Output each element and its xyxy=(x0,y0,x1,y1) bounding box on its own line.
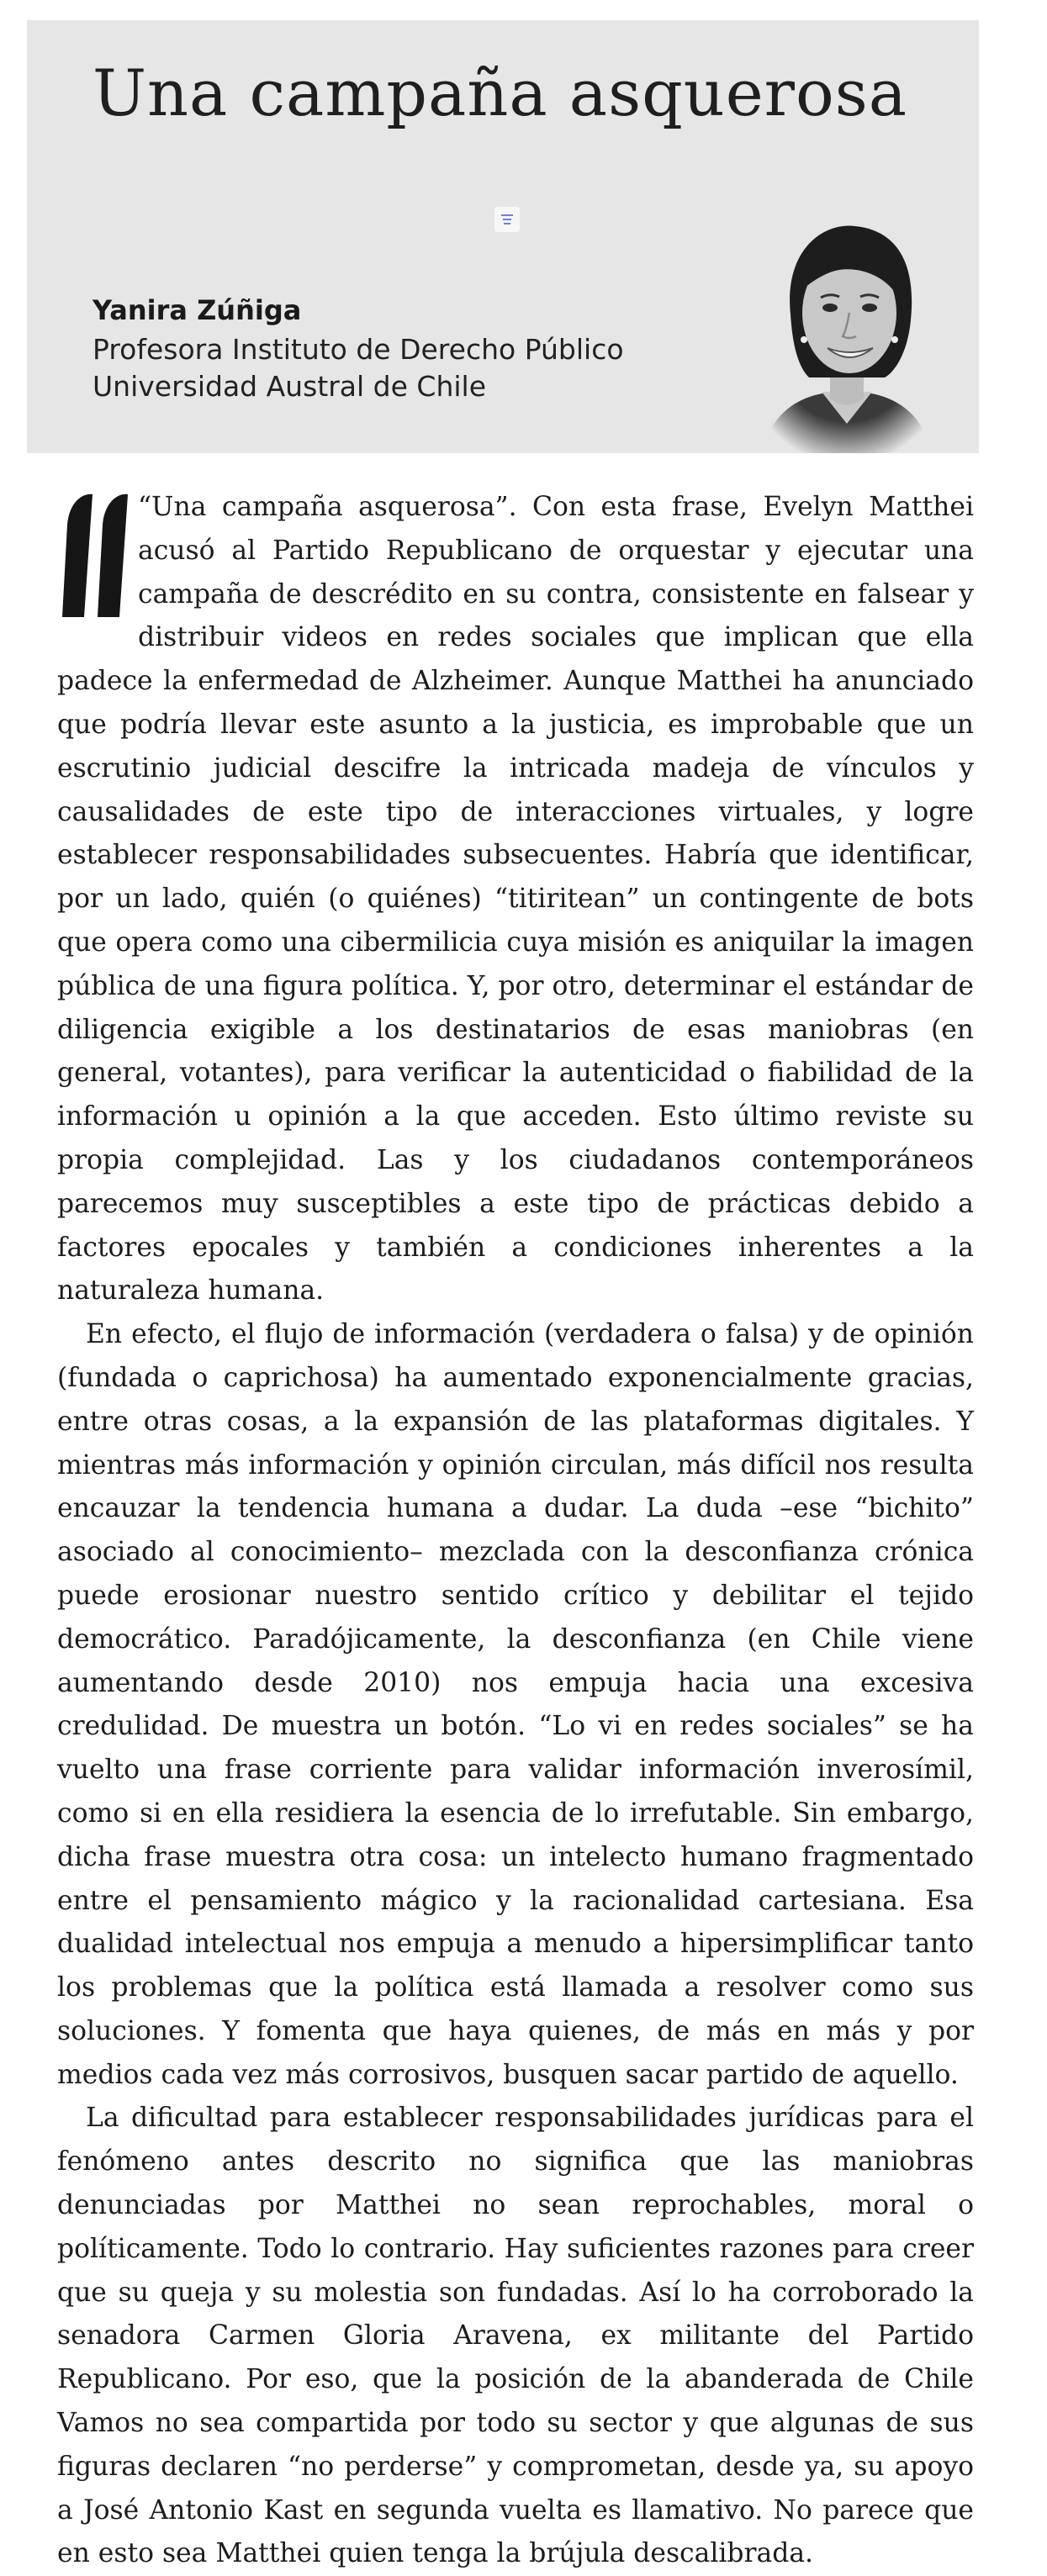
author-portrait xyxy=(750,214,944,453)
paragraph-1 xyxy=(57,486,974,1313)
author-role-line1: Profesora Instituto de Derecho Público xyxy=(93,333,624,366)
document-icon[interactable] xyxy=(494,207,520,232)
author-affiliation xyxy=(93,331,624,405)
author-role-line2: Universidad Austral de Chile xyxy=(93,370,487,403)
author-name: Yanira Zúñiga xyxy=(93,294,302,326)
header-box xyxy=(27,20,979,453)
paragraph-3: La dificultad para establecer responsabilidades jurídicas para el fenómeno antes descrito no significa que las maniobras denunciadas por Matthei no sean reprochables, moral o políticamente. Todo lo contrario. Hay suficientes razones para creer que su queja y su molestia son fundadas. Así lo ha corroborado la senadora Carmen Gloria Aravena, ex militante del Partido Republicano. Por eso, que la posición de la abanderada de Chile Vamos no sea compartida por todo su sector y que algunas de sus figuras declaren “no perderse” y comprometan, desde ya, su apoyo a José Antonio Kast en segunda vuelta es llamativo. No parece que en esto sea Matthei quien tenga la brújula descalibrada. xyxy=(57,2103,974,2569)
headline: Una campaña asquerosa xyxy=(93,55,908,130)
paragraph-2: En efecto, el flujo de información (verdadera o falsa) y de opinión (fundada o caprichosa) ha aumentado exponencialmente gracias, entre otras cosas, a la expansión de las plataformas digitales. Y mientras más información y opinión circulan, más difícil nos resulta encauzar la tendencia humana a dudar. La duda –ese “bichito” asociado al conocimiento– mezclada con la desconfianza crónica puede erosionar nuestro sentido crítico y debilitar el tejido democrático. Paradójicamente, la desconfianza (en Chile viene aumentando desde 2010) nos empuja hacia una excesiva credulidad. De muestra un botón. “Lo vi en redes sociales” se ha vuelto una frase corriente para validar información inverosímil, como si en ella residiera la esencia de lo irrefutable. Sin embargo, dicha frase muestra otra cosa: un intelecto humano fragmentado entre el pensamiento mágico y la racionalidad cartesiana. Esa dualidad intelectual nos empuja a menudo a hipersimplificar tanto los problemas que la política está llamada a resolver como sus soluciones. Y fomenta que haya quienes, de más en más y por medios cada vez más corrosivos, busquen sacar partido de aquello. xyxy=(57,1319,974,2090)
opening-quote-mark xyxy=(49,491,130,634)
paragraph-1-text: “Una campaña asquerosa”. Con esta frase, Evelyn Matthei acusó al Partido Republicano de orquestar y ejecutar una campaña de descrédito en su contra, consistente en falsear y distribuir videos en redes sociales que implican que ella padece la enfermedad de Alzheimer. Aunque Matthei ha anunciado que podría llevar este asunto a la justicia, es improbable que un escrutinio judicial descifre la intricada madeja de vínculos y causalidades de este tipo de interacciones virtuales, y logre establecer responsabilidades subsecuentes. Habría que identificar, por un lado, quién (o quiénes) “titiritean” un contingente de bots que opera como una cibermilicia cuya misión es aniquilar la imagen pública de una figura política. Y, por otro, determinar el estándar de diligencia exigible a los destinatarios de esas maniobras (en general, votantes), para verificar la autenticidad o fiabilidad de la información u opinión a la que acceden. Esto último reviste su propia complejidad. Las y los ciudadanos contemporáneos parecemos muy susceptibles a este tipo de prácticas debido a factores epocales y también a condiciones inherentes a la naturaleza humana. xyxy=(57,492,974,1306)
article-body xyxy=(57,486,974,2576)
